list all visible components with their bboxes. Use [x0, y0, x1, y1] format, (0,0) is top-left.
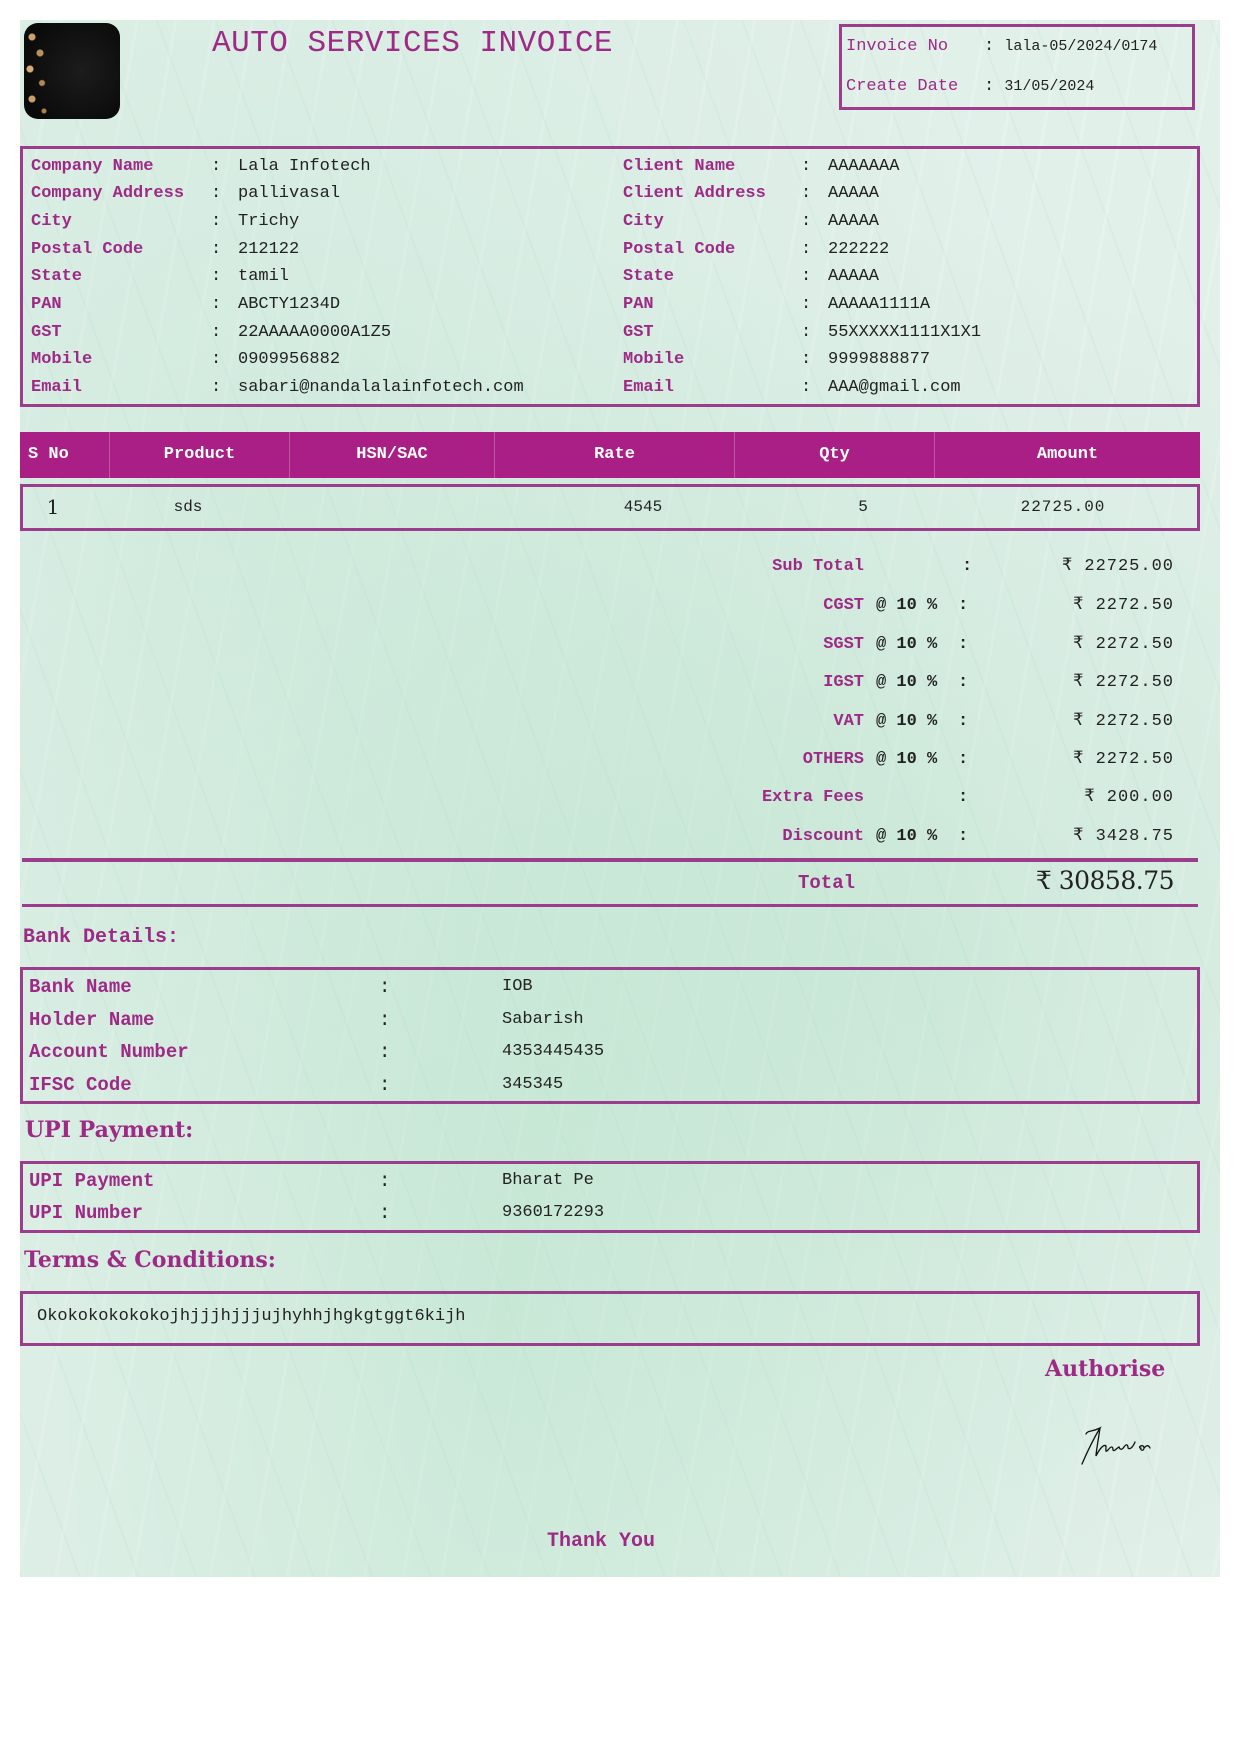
colon: :: [984, 37, 995, 56]
table-row: [20, 484, 1200, 531]
colon: :: [801, 350, 812, 369]
colon: :: [211, 350, 222, 369]
bank-name-label: Bank Name: [29, 976, 132, 998]
colon: :: [958, 788, 969, 807]
cell-rate: 4545: [623, 498, 663, 516]
colon: :: [801, 240, 812, 259]
colon: :: [958, 827, 969, 846]
summary-label: SGST: [823, 635, 864, 654]
company-state-label: State: [31, 267, 83, 286]
ifsc-code-label: IFSC Code: [29, 1074, 132, 1096]
summary-row-igst: [0, 671, 1240, 695]
summary-value: ₹ 2272.50: [1073, 596, 1174, 615]
thank-you-text: Thank You: [547, 1530, 656, 1553]
company-state-value: tamil: [238, 267, 290, 286]
company-city-value: Trichy: [238, 212, 300, 231]
account-number-label: Account Number: [29, 1041, 189, 1063]
company-postal-label: Postal Code: [31, 240, 144, 259]
colon: :: [379, 1202, 391, 1224]
colon: :: [801, 323, 812, 342]
total-value: ₹ 30858.75: [1035, 866, 1174, 895]
summary-label: VAT: [833, 712, 864, 731]
colon: :: [211, 267, 222, 286]
total-divider-bottom: [22, 904, 1198, 907]
ornament-icon: [24, 23, 50, 119]
colon: :: [211, 378, 222, 397]
company-logo-icon: [24, 23, 120, 119]
company-pan-label: PAN: [31, 295, 62, 314]
terms-text: Okokokokokokojhjjjhjjjujhyhhjhgkgtggt6kijh: [37, 1307, 466, 1326]
party-details-box: [20, 146, 1200, 407]
create-date-label: Create Date: [846, 77, 959, 96]
client-state-label: State: [623, 267, 675, 286]
summary-value: ₹ 3428.75: [1073, 827, 1174, 846]
total-label: Total: [798, 872, 856, 894]
summary-rate: @ 10 %: [876, 827, 938, 846]
upi-payment-value: Bharat Pe: [502, 1171, 594, 1190]
client-mobile-label: Mobile: [623, 350, 685, 369]
create-date-row: [846, 77, 1094, 96]
column-header-product: Product: [110, 432, 290, 478]
items-table-header: [20, 432, 1200, 478]
colon: :: [801, 267, 812, 286]
column-header-qty: Qty: [735, 432, 935, 478]
client-pan-label: PAN: [623, 295, 654, 314]
colon: :: [379, 1041, 391, 1063]
colon: :: [984, 77, 995, 96]
summary-row-sgst: [0, 633, 1240, 657]
summary-value: ₹ 2272.50: [1073, 750, 1174, 769]
client-name-value: AAAAAAA: [828, 157, 900, 176]
client-gst-label: GST: [623, 323, 654, 342]
create-date-value: 31/05/2024: [1004, 78, 1095, 95]
client-postal-label: Postal Code: [623, 240, 736, 259]
company-name-label: Company Name: [31, 157, 154, 176]
bank-name-value: IOB: [502, 977, 533, 996]
summary-row-discount: [0, 825, 1240, 849]
company-email-label: Email: [31, 378, 83, 397]
summary-rate: @ 10 %: [876, 750, 938, 769]
colon: :: [958, 750, 969, 769]
invoice-number-label: Invoice No: [846, 37, 949, 56]
column-header-rate: Rate: [495, 432, 735, 478]
summary-value: ₹ 22725.00: [1061, 557, 1174, 576]
summary-label: Sub Total: [772, 557, 864, 576]
upi-number-label: UPI Number: [29, 1202, 144, 1224]
summary-label: Discount: [782, 827, 864, 846]
summary-value: ₹ 2272.50: [1073, 635, 1174, 654]
company-gst-value: 22AAAAA0000A1Z5: [238, 323, 392, 342]
client-email-label: Email: [623, 378, 675, 397]
colon: :: [379, 1009, 391, 1031]
bank-details-heading: Bank Details:: [23, 926, 180, 949]
signature-icon: [1078, 1420, 1168, 1470]
column-header-amount: Amount: [1036, 445, 1099, 464]
account-number-value: 4353445435: [502, 1042, 605, 1061]
client-name-label: Client Name: [623, 157, 736, 176]
upi-payment-label: UPI Payment: [29, 1170, 155, 1192]
summary-row-extra-fees: [0, 786, 1240, 810]
summary-rate: @ 10 %: [876, 712, 938, 731]
summary-row-others: [0, 748, 1240, 772]
client-state-value: AAAAA: [828, 267, 880, 286]
client-email-value: AAA@gmail.com: [828, 378, 961, 397]
summary-rate: @ 10 %: [876, 596, 938, 615]
colon: :: [379, 976, 391, 998]
colon: :: [211, 323, 222, 342]
colon: :: [958, 635, 969, 654]
invoice-meta-box: [839, 24, 1195, 110]
company-mobile-value: 0909956882: [238, 350, 341, 369]
cell-amount: 22725.00: [1020, 498, 1106, 516]
colon: :: [379, 1170, 391, 1192]
client-mobile-value: 9999888877: [828, 350, 931, 369]
summary-label: Extra Fees: [761, 788, 864, 807]
colon: :: [379, 1074, 391, 1096]
summary-row-subtotal: [0, 555, 1240, 579]
summary-rate: @ 10 %: [876, 673, 938, 692]
summary-rate: @ 10 %: [876, 635, 938, 654]
upi-number-value: 9360172293: [502, 1203, 605, 1222]
colon: :: [801, 295, 812, 314]
invoice-number-value: lala-05/2024/0174: [1004, 38, 1158, 55]
invoice-title: AUTO SERVICES INVOICE: [212, 26, 614, 61]
colon: :: [958, 596, 969, 615]
colon: :: [801, 378, 812, 397]
holder-name-label: Holder Name: [29, 1009, 155, 1031]
colon: :: [211, 184, 222, 203]
client-pan-value: AAAAA1111A: [828, 295, 931, 314]
total-divider-top: [22, 858, 1198, 862]
company-gst-label: GST: [31, 323, 62, 342]
terms-heading: Terms & Conditions:: [24, 1247, 276, 1273]
client-gst-value: 55XXXXX1111X1X1: [828, 323, 982, 342]
ifsc-code-value: 345345: [502, 1075, 564, 1094]
company-postal-value: 212122: [238, 240, 300, 259]
summary-value: ₹ 2272.50: [1073, 673, 1174, 692]
column-header-sno: S No: [20, 432, 110, 478]
summary-value: ₹ 2272.50: [1073, 712, 1174, 731]
company-address-value: pallivasal: [238, 184, 341, 203]
summary-row-cgst: [0, 594, 1240, 618]
colon: :: [958, 712, 969, 731]
bank-details-box: [20, 967, 1200, 1104]
summary-label: IGST: [823, 673, 864, 692]
company-email-value: sabari@nandalalainfotech.com: [238, 378, 524, 397]
company-address-label: Company Address: [31, 184, 185, 203]
client-address-label: Client Address: [623, 184, 766, 203]
colon: :: [211, 295, 222, 314]
summary-value: ₹ 200.00: [1084, 788, 1174, 807]
company-city-label: City: [31, 212, 72, 231]
terms-box: [20, 1291, 1200, 1346]
authorise-label: Authorise: [1045, 1356, 1166, 1382]
cell-sno: 1: [46, 495, 60, 519]
invoice-number-row: [846, 37, 1157, 56]
column-header-hsn: HSN/SAC: [290, 432, 495, 478]
holder-name-value: Sabarish: [502, 1010, 584, 1029]
colon: :: [211, 157, 222, 176]
summary-label: CGST: [823, 596, 864, 615]
colon: :: [801, 212, 812, 231]
client-city-value: AAAAA: [828, 212, 880, 231]
client-postal-value: 222222: [828, 240, 890, 259]
cell-hsn: [293, 487, 498, 528]
colon: :: [211, 212, 222, 231]
colon: :: [958, 673, 969, 692]
colon: :: [801, 157, 812, 176]
cell-qty: 5: [858, 498, 868, 516]
colon: :: [801, 184, 812, 203]
company-pan-value: ABCTY1234D: [238, 295, 341, 314]
upi-details-box: [20, 1161, 1200, 1233]
colon: :: [211, 240, 222, 259]
colon: :: [962, 557, 973, 576]
summary-label: OTHERS: [802, 750, 864, 769]
upi-payment-heading: UPI Payment:: [25, 1117, 194, 1143]
company-mobile-label: Mobile: [31, 350, 93, 369]
client-address-value: AAAAA: [828, 184, 880, 203]
client-city-label: City: [623, 212, 664, 231]
cell-product: sds: [173, 498, 203, 516]
summary-row-vat: [0, 710, 1240, 734]
company-name-value: Lala Infotech: [238, 157, 371, 176]
